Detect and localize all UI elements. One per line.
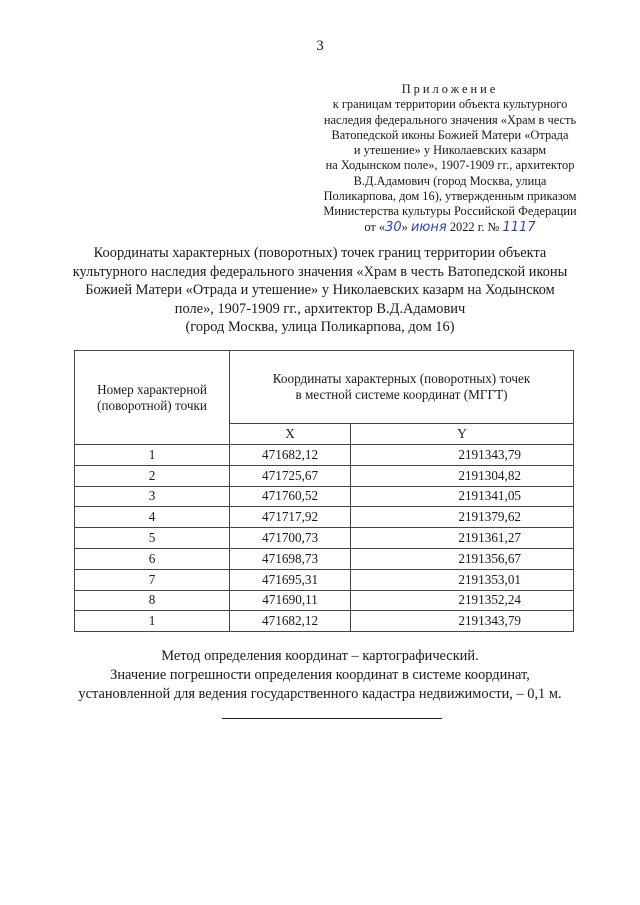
point-number: 2 [75, 465, 230, 486]
point-number: 5 [75, 528, 230, 549]
coord-y: 2191379,62 [351, 507, 574, 528]
point-number: 1 [75, 445, 230, 466]
coord-y: 2191361,27 [351, 528, 574, 549]
coord-x: 471725,67 [230, 465, 351, 486]
coord-y: 2191353,01 [351, 569, 574, 590]
coord-x: 471760,52 [230, 486, 351, 507]
coord-y: 2191343,79 [351, 445, 574, 466]
table-row [75, 611, 574, 632]
coord-x: 471690,11 [230, 590, 351, 611]
header-coord-line: в местной системе координат (МГГТ) [295, 387, 508, 402]
point-number: 7 [75, 569, 230, 590]
appendix-line: и утешение» у Николаевских казарм [353, 143, 547, 158]
table-row [75, 528, 574, 549]
appendix-line: Министерства культуры Российской Федерации [323, 204, 577, 219]
coord-x: 471717,92 [230, 507, 351, 528]
appendix-line: на Ходынском поле», 1907-1909 гг., архитектор [325, 158, 575, 173]
date-day-handwritten: 30 [385, 219, 402, 235]
closing-rule [222, 718, 442, 719]
title-line: культурного наследия федерального значения «Храм в честь Ватопедской иконы [72, 263, 568, 280]
header-num-line: Номер характерной [97, 381, 207, 397]
point-number: 6 [75, 548, 230, 569]
coord-y: 2191341,05 [351, 486, 574, 507]
table-row [75, 590, 574, 611]
header-num-line: (поворотной) точки [97, 397, 207, 413]
table-row [75, 465, 574, 486]
coord-y: 2191356,67 [351, 548, 574, 569]
date-prefix: от « [364, 219, 386, 234]
footnote [30, 647, 610, 703]
appendix-line: Поликарпова, дом 16), утвержденным приказом [323, 189, 577, 204]
coord-x: 471700,73 [230, 528, 351, 549]
point-number: 4 [75, 507, 230, 528]
page-number: 3 [316, 38, 324, 54]
table-row [75, 507, 574, 528]
table-row [75, 486, 574, 507]
header-point-number [75, 351, 230, 445]
table-row [75, 548, 574, 569]
coordinates-table [74, 350, 574, 632]
coord-y: 2191352,24 [351, 590, 574, 611]
appendix-line: В.Д.Адамович (город Москва, улица [353, 173, 547, 188]
table-row [75, 445, 574, 466]
appendix-line: к границам территории объекта культурного [332, 97, 568, 112]
title-line: Божией Матери «Отрада и утешение» у Николаевских казарм на Ходынском [85, 282, 555, 299]
coord-y: 2191304,82 [351, 465, 574, 486]
date-month-handwritten: июня [410, 219, 447, 235]
appendix-line: Ватопедской иконы Божией Матери «Отрада [331, 127, 569, 142]
point-number: 3 [75, 486, 230, 507]
title-line: поле», 1907-1909 гг., архитектор В.Д.Адамович [174, 300, 466, 317]
footnote-accuracy: Значение погрешности определения координат в системе координат, [110, 666, 530, 683]
order-date-line [300, 220, 600, 235]
date-year: 2022 г. № [449, 219, 500, 234]
title-line: Координаты характерных (поворотных) точек границ территории объекта [93, 245, 547, 261]
title-line: (город Москва, улица Поликарпова, дом 16) [185, 319, 455, 336]
header-y: Y [351, 424, 574, 445]
footnote-method: Метод определения координат – картографический. [161, 648, 479, 664]
appendix-block [300, 82, 600, 235]
header-coordinates [230, 351, 574, 424]
coord-x: 471682,12 [230, 611, 351, 632]
document-title [56, 244, 584, 337]
appendix-heading: Приложение [401, 82, 499, 96]
order-number-handwritten: 1117 [502, 219, 536, 235]
coord-x: 471698,73 [230, 548, 351, 569]
table-row [75, 569, 574, 590]
header-coord-line: Координаты характерных (поворотных) точек [272, 371, 531, 386]
appendix-line: наследия федерального значения «Храм в честь [323, 112, 577, 127]
coord-x: 471682,12 [230, 445, 351, 466]
point-number: 8 [75, 590, 230, 611]
header-x: X [230, 424, 351, 445]
date-sep: » [401, 219, 408, 234]
footnote-accuracy-cont: установленной для ведения государственного кадастра недвижимости, – 0,1 м. [78, 685, 562, 702]
coord-x: 471695,31 [230, 569, 351, 590]
point-number: 1 [75, 611, 230, 632]
coord-y: 2191343,79 [351, 611, 574, 632]
